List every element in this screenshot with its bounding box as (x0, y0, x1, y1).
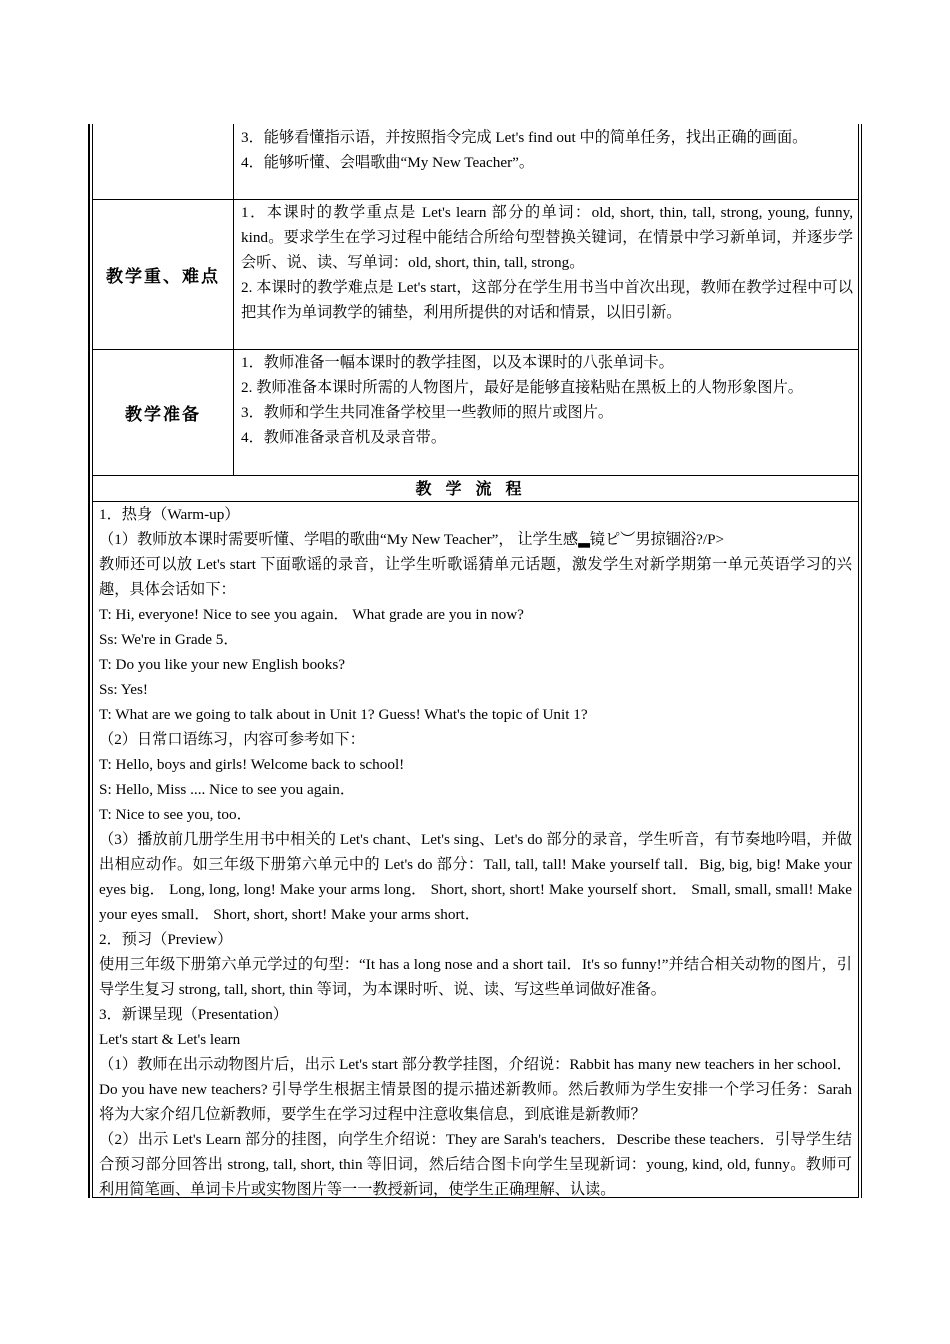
flow-line: 2．预习（Preview） (99, 931, 233, 948)
preparation-item: 2. 教师准备本课时所需的人物图片，最好是能够直接粘贴在黑板上的人物形象图片。 (241, 379, 803, 396)
teaching-flow-body (99, 502, 852, 1202)
flow-line: （1）教师在出示动物图片后，出示 Let's start 部分教学挂图，介绍说：Rabbit has many new teachers in her school． Do you have new teachers? 引导学生根据主情景图的提示描述新教师。然后教师为学生安排一个学习任务：Sarah 将为大家介绍几位新教师，要学生在学习过程中注意收集信息，到底谁是新教师？ (99, 1056, 852, 1123)
key-points-cell (241, 200, 853, 325)
table-border-left (88, 124, 90, 1198)
flow-line: （2）日常口语练习，内容可参考如下： (99, 731, 365, 748)
flow-line: Let's start & Let's learn (99, 1031, 241, 1048)
table-border-right (861, 124, 862, 1198)
flow-line: 教师还可以放 Let's start 下面歌谣的录音，让学生听歌谣猜单元话题，激发学生对新学期第一单元英语学习的兴趣，具体会话如下： (99, 556, 852, 598)
flow-line: 使用三年级下册第六单元学过的句型：“It has a long nose and a short tail．It's so funny!”并结合相关动物的图片，引导学生复习 strong, tall, short, thin 等词，为本课时听、说、读、写这些单词做好准备。 (99, 956, 852, 998)
flow-line: Ss: We're in Grade 5． (99, 631, 239, 648)
key-points-label: 教学重、难点 (106, 267, 220, 287)
preparation-item: 4．教师准备录音机及录音带。 (241, 429, 447, 446)
flow-line: T: Do you like your new English books? (99, 656, 346, 673)
preparation-item: 1．教师准备一幅本课时的教学挂图，以及本课时的八张单词卡。 (241, 354, 674, 371)
preparation-label: 教学准备 (125, 405, 201, 425)
objective-item: 4．能够听懂、会唱歌曲“My New Teacher”。 (241, 154, 535, 171)
objectives-cell (241, 125, 853, 175)
preparation-item: 3．教师和学生共同准备学校里一些教师的照片或图片。 (241, 404, 614, 421)
flow-line: 1．热身（Warm-up） (99, 506, 240, 523)
teaching-flow-title: 教学流程 (415, 479, 536, 498)
flow-line: T: Nice to see you, too． (99, 806, 252, 823)
flow-line: Ss: Yes! (99, 681, 148, 698)
flow-line: T: Hello, boys and girls! Welcome back to school! (99, 756, 405, 773)
flow-line: S: Hello, Miss .... Nice to see you again． (99, 781, 356, 798)
column-divider (233, 124, 234, 475)
flow-line: T: Hi, everyone! Nice to see you again． What grade are you in now? (99, 606, 524, 623)
flow-line: （2）出示 Let's Learn 部分的挂图，向学生介绍说：They are Sarah's teachers．Describe these teachers．引导学生结合预习部分回答出 strong, tall, short, thin 等旧词，然后结合图卡向学生呈现新词：young, kind, old, funny。教师可利用简笔画、单词卡片或实物图片等一一教授新词，使学生正确理解、认读。 (99, 1131, 852, 1198)
objective-item: 3．能够看懂指示语，并按照指令完成 Let's find out 中的简单任务，找出正确的画面。 (241, 129, 808, 146)
key-point-item: 1．本课时的教学重点是 Let's learn 部分的单词：old, short, thin, tall, strong, young, funny, kind。要求学生在学习过程中能结合所给句型替换关键词，在情景中学习新单词，并逐步学会听、说、读、写单词：old, short, thin, tall, strong。 (241, 204, 853, 271)
preparation-cell (241, 350, 853, 450)
table-border-right-inner (858, 124, 859, 1198)
flow-line: （1）教师放本课时需要听懂、学唱的歌曲“My New Teacher”， 让学生感▂镜ピ︶男掠锢浴?/P> (99, 531, 725, 548)
flow-line: T: What are we going to talk about in Unit 1? Guess! What's the topic of Unit 1? (99, 706, 588, 723)
flow-line: （3）播放前几册学生用书中相关的 Let's chant、Let's sing、Let's do 部分的录音，学生听音，有节奏地吟唱，并做出相应动作。如三年级下册第六单元中的 Let's do 部分：Tall, tall, tall! Make yourself tall．Big, big, big! Make your eyes big． Long, long, long! Make your arms long． Short, short, short! Make yourself short． Small, small, small! Make your eyes small． Short, short, short! Make your arms short． (99, 831, 852, 923)
key-point-item: 2. 本课时的教学难点是 Let's start，这部分在学生用书当中首次出现，教师在教学过程中可以把其作为单词教学的铺垫，利用所提供的对话和情景，以旧引新。 (241, 279, 853, 321)
flow-line: 3．新课呈现（Presentation） (99, 1006, 288, 1023)
